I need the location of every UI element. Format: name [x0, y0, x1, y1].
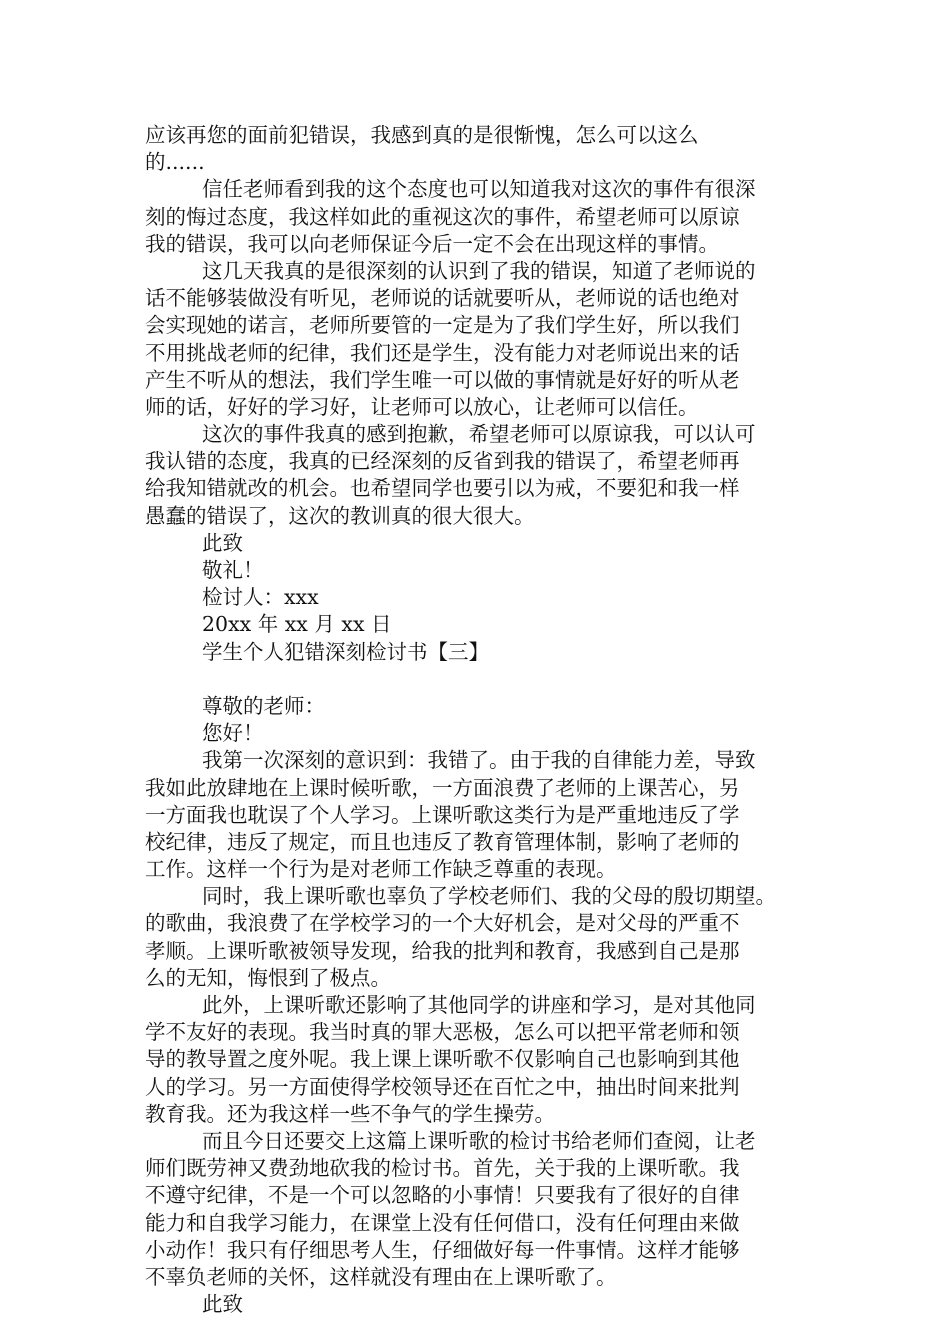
text-line: 这次的事件我真的感到抱歉，希望老师可以原谅我，可以认可	[202, 422, 756, 447]
text-line: 不遵守纪律，不是一个可以忽略的小事情！只要我有了很好的自律	[145, 1183, 740, 1208]
text-line: 一方面我也耽误了个人学习。上课听歌这类行为是严重地违反了学	[145, 802, 740, 827]
text-line: 不辜负老师的关怀，这样就没有理由在上课听歌了。	[145, 1264, 617, 1289]
text-line: 学不友好的表现。我当时真的罪大恶极，怎么可以把平常老师和领	[145, 1020, 740, 1045]
text-line: 我的错误，我可以向老师保证今后一定不会在出现这样的事情。	[145, 231, 719, 256]
text-line: 而且今日还要交上这篇上课听歌的检讨书给老师们查阅，让老	[202, 1128, 756, 1153]
text-line: 会实现她的诺言，老师所要管的一定是为了我们学生好，所以我们	[145, 313, 740, 338]
text-line: 尊敬的老师：	[202, 693, 325, 718]
text-line: 愚蠢的错误了，这次的教训真的很大很大。	[145, 503, 535, 528]
text-line: 的歌曲，我浪费了在学校学习的一个大好机会，是对父母的严重不	[145, 911, 740, 936]
text-line: 信任老师看到我的这个态度也可以知道我对这次的事件有很深	[202, 177, 756, 202]
text-line: 应该再您的面前犯错误，我感到真的是很惭愧，怎么可以这么	[145, 123, 699, 147]
text-line: 能力和自我学习能力，在课堂上没有任何借口，没有任何理由来做	[145, 1210, 740, 1235]
text-line: 检讨人：xxx	[202, 585, 319, 610]
text-line: 教育我。还为我这样一些不争气的学生操劳。	[145, 1101, 555, 1126]
text-line: 师的话，好好的学习好，让老师可以放心，让老师可以信任。	[145, 394, 699, 419]
text-line: 这几天我真的是很深刻的认识到了我的错误，知道了老师说的	[202, 258, 756, 283]
text-line: 20xx 年 xx 月 xx 日	[202, 612, 392, 637]
text-line: 工作。这样一个行为是对老师工作缺乏尊重的表现。	[145, 857, 617, 882]
document-body	[145, 122, 815, 1318]
text-line: 您好！	[202, 721, 264, 746]
text-line: 我认错的态度，我真的已经深刻的反省到我的错误了，希望老师再	[145, 449, 740, 474]
text-line: 产生不听从的想法，我们学生唯一可以做的事情就是好好的听从老	[145, 367, 740, 392]
text-line: 人的学习。另一方面使得学校领导还在百忙之中，抽出时间来批判	[145, 1074, 740, 1099]
text-line: 导的教导置之度外呢。我上课上课听歌不仅影响自己也影响到其他	[145, 1047, 740, 1072]
text-line: 此外，上课听歌还影响了其他同学的讲座和学习，是对其他同	[202, 993, 756, 1017]
text-line: 学生个人犯错深刻检讨书【三】	[202, 639, 489, 664]
text-line: 敬礼！	[202, 558, 264, 582]
text-line: 小动作！我只有仔细思考人生，仔细做好每一件事情。这样才能够	[145, 1237, 740, 1262]
blank-line	[145, 666, 815, 693]
text-line: 么的无知，悔恨到了极点。	[145, 965, 391, 990]
text-line: 的......	[145, 150, 205, 175]
text-line: 不用挑战老师的纪律，我们还是学生，没有能力对老师说出来的话	[145, 340, 740, 365]
text-line: 我如此放肆地在上课时候听歌，一方面浪费了老师的上课苦心，另	[145, 775, 740, 800]
text-line: 此致	[202, 530, 243, 555]
text-line: 师们既劳神又费劲地砍我的检讨书。首先，关于我的上课听歌。我	[145, 1156, 740, 1181]
text-line: 话不能够装做没有听见，老师说的话就要听从，老师说的话也绝对	[145, 286, 740, 311]
text-line: 此致	[202, 1292, 243, 1317]
text-line: 同时，我上课听歌也辜负了学校老师们、我的父母的殷切期望。	[202, 884, 776, 909]
text-line: 校纪律，违反了规定，而且也违反了教育管理体制，影响了老师的	[145, 829, 740, 854]
text-line: 给我知错就改的机会。也希望同学也要引以为戒，不要犯和我一样	[145, 476, 740, 501]
text-line: 我第一次深刻的意识到：我错了。由于我的自律能力差，导致	[202, 748, 756, 773]
text-line: 孝顺。上课听歌被领导发现，给我的批判和教育，我感到自己是那	[145, 938, 740, 963]
text-line: 刻的悔过态度，我这样如此的重视这次的事件，希望老师可以原谅	[145, 204, 740, 229]
